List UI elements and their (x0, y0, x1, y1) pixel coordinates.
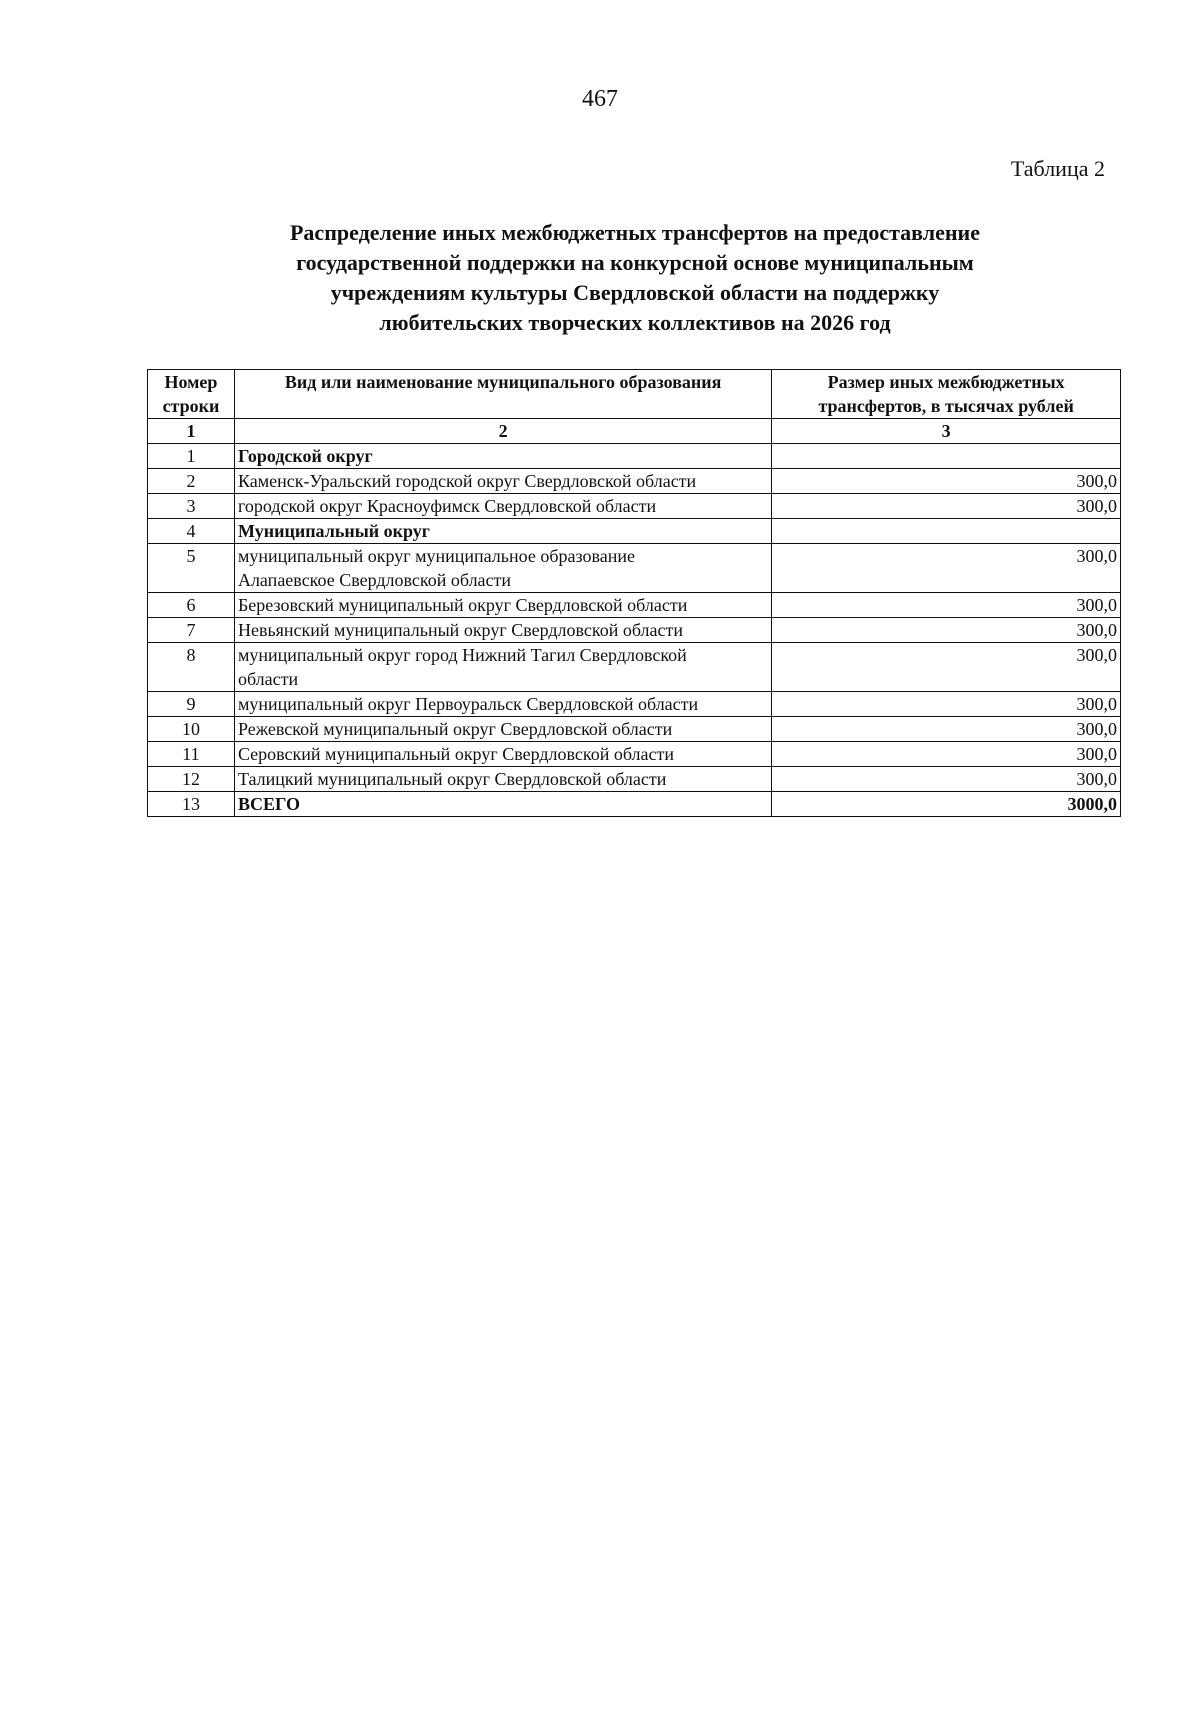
header-municipality (234, 370, 771, 419)
table-row (148, 494, 1121, 519)
transfer-amount: 300,0 (772, 742, 1121, 767)
transfer-amount: 300,0 (772, 618, 1121, 643)
transfer-amount (772, 444, 1121, 469)
municipality-name: Серовский муниципальный округ Свердловской области (234, 742, 771, 767)
municipality-name-line: области (237, 669, 299, 689)
table-row (148, 717, 1121, 742)
municipality-name: Березовский муниципальный округ Свердловской области (234, 593, 771, 618)
table-row (148, 792, 1121, 817)
header-row (148, 370, 1121, 419)
row-number: 6 (148, 593, 235, 618)
municipality-name: Городской округ (234, 444, 771, 469)
header-transfer-size-line: Размер иных межбюджетных (827, 372, 1065, 392)
municipality-name: Невьянский муниципальный округ Свердловской области (234, 618, 771, 643)
table-body (148, 444, 1121, 817)
row-number: 1 (148, 444, 235, 469)
document-title (150, 218, 1120, 338)
title-line: Распределение иных межбюджетных трансфертов на предоставление (289, 220, 980, 245)
transfer-amount: 300,0 (772, 643, 1121, 692)
transfer-amount: 300,0 (772, 593, 1121, 618)
title-line: учреждениям культуры Свердловской области на поддержку (330, 280, 940, 305)
table-row (148, 692, 1121, 717)
header-transfer-size-line: трансфертов, в тысячах рублей (818, 396, 1074, 416)
row-number: 5 (148, 544, 235, 593)
row-number: 10 (148, 717, 235, 742)
municipality-name: Каменск-Уральский городской округ Свердловской области (234, 469, 771, 494)
municipality-name-line: муниципальный округ муниципальное образование (237, 546, 635, 566)
municipality-name: Талицкий муниципальный округ Свердловской области (234, 767, 771, 792)
transfer-amount: 300,0 (772, 544, 1121, 593)
transfer-amount: 300,0 (772, 494, 1121, 519)
transfer-amount: 300,0 (772, 767, 1121, 792)
header-row-number (148, 370, 235, 419)
transfer-amount: 3000,0 (772, 792, 1121, 817)
transfer-amount (772, 519, 1121, 544)
transfer-amount: 300,0 (772, 717, 1121, 742)
title-line: любительских творческих коллективов на 2026 год (379, 310, 891, 335)
page-number: 467 (582, 86, 618, 112)
column-number-row (148, 419, 1121, 444)
header-municipality-label: Вид или наименование муниципального образования (284, 372, 722, 392)
row-number: 2 (148, 469, 235, 494)
municipality-name: муниципальный округ Первоуральск Свердловской области (234, 692, 771, 717)
column-number: 1 (148, 419, 235, 444)
column-number: 2 (234, 419, 771, 444)
table-row (148, 643, 1121, 692)
header-row-number-line: Номер (164, 372, 218, 392)
table-row (148, 742, 1121, 767)
municipality-name (234, 643, 771, 692)
municipality-name (234, 544, 771, 593)
table-row (148, 593, 1121, 618)
row-number: 11 (148, 742, 235, 767)
transfer-amount: 300,0 (772, 692, 1121, 717)
header-transfer-size (772, 370, 1121, 419)
row-number: 3 (148, 494, 235, 519)
municipality-name: ВСЕГО (234, 792, 771, 817)
row-number: 4 (148, 519, 235, 544)
table-caption: Таблица 2 (1010, 156, 1105, 181)
transfers-table (147, 369, 1121, 817)
table-row (148, 544, 1121, 593)
column-number: 3 (772, 419, 1121, 444)
row-number: 12 (148, 767, 235, 792)
municipality-name: Режевской муниципальный округ Свердловской области (234, 717, 771, 742)
municipality-name-line: Алапаевское Свердловской области (237, 570, 512, 590)
table-row (148, 444, 1121, 469)
table-row (148, 469, 1121, 494)
municipality-name-line: муниципальный округ город Нижний Тагил Свердловской (237, 645, 687, 665)
row-number: 13 (148, 792, 235, 817)
table-row (148, 519, 1121, 544)
title-line: государственной поддержки на конкурсной основе муниципальным (296, 250, 974, 275)
row-number: 8 (148, 643, 235, 692)
row-number: 9 (148, 692, 235, 717)
transfer-amount: 300,0 (772, 469, 1121, 494)
table-row (148, 618, 1121, 643)
municipality-name: городской округ Красноуфимск Свердловской области (234, 494, 771, 519)
header-row-number-line: строки (162, 396, 220, 416)
table-row (148, 767, 1121, 792)
municipality-name: Муниципальный округ (234, 519, 771, 544)
row-number: 7 (148, 618, 235, 643)
